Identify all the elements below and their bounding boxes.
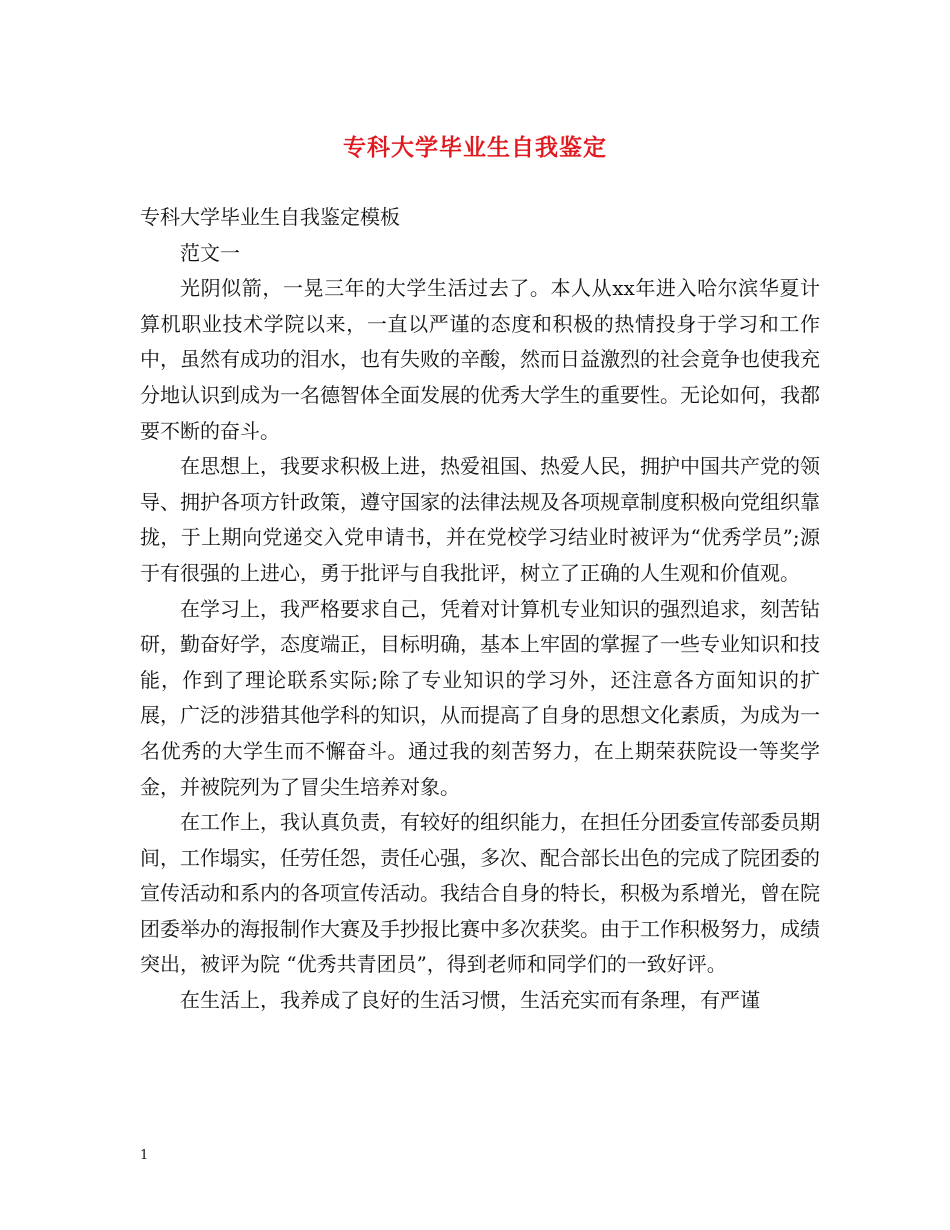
work-paragraph: 在工作上，我认真负责，有较好的组织能力，在担任分团委宣传部委员期间，工作塌实，任劳任怨，责任心强，多次、配合部长出色的完成了院团委的宣传活动和系内的各项宣传活动。我结合自身的特长，积极为系增光，曾在院团委举办的海报制作大赛及手抄报比赛中多次获奖。由于工作积极努力，成绩突出，被评为院 “优秀共青团员”，得到老师和同学们的一致好评。	[140, 810, 820, 977]
intro-paragraph: 光阴似箭，一晃三年的大学生活过去了。本人从xx年进入哈尔滨华夏计算机职业技术学院以来，一直以严谨的态度和积极的热情投身于学习和工作中，虽然有成功的泪水，也有失败的辛酸，然而日益激烈的社会竟争也使我充分地认识到成为一名德智体全面发展的优秀大学生的重要性。无论如何，我都要不断的奋斗。	[140, 276, 820, 443]
document-body	[140, 200, 820, 1019]
sample-label-paragraph: 范文一	[180, 240, 240, 265]
subtitle-paragraph: 专科大学毕业生自我鉴定模板	[140, 205, 400, 229]
page-number: 1	[140, 1148, 149, 1163]
life-paragraph: 在生活上，我养成了良好的生活习惯，生活充实而有条理，有严谨	[180, 988, 760, 1013]
ideology-paragraph: 在思想上，我要求积极上进，热爱祖国、热爱人民，拥护中国共产党的领导、拥护各项方针政策，遵守国家的法律法规及各项规章制度积极向党组织靠拢，于上期向党递交入党申请书，并在党校学习结业时被评为“优秀学员”;源于有很强的上进心，勇于批评与自我批评，树立了正确的人生观和价值观。	[140, 454, 820, 585]
document-title: 专科大学毕业生自我鉴定	[343, 134, 607, 161]
study-paragraph: 在学习上，我严格要求自己，凭着对计算机专业知识的强烈追求，刻苦钻研，勤奋好学，态度端正，目标明确，基本上牢固的掌握了一些专业知识和技能，作到了理论联系实际;除了专业知识的学习外，还注意各方面知识的扩展，广泛的涉猎其他学科的知识，从而提高了自身的思想文化素质，为成为一名优秀的大学生而不懈奋斗。通过我的刻苦努力，在上期荣获院设一等奖学金，并被院列为了冒尖生培养对象。	[140, 596, 820, 799]
